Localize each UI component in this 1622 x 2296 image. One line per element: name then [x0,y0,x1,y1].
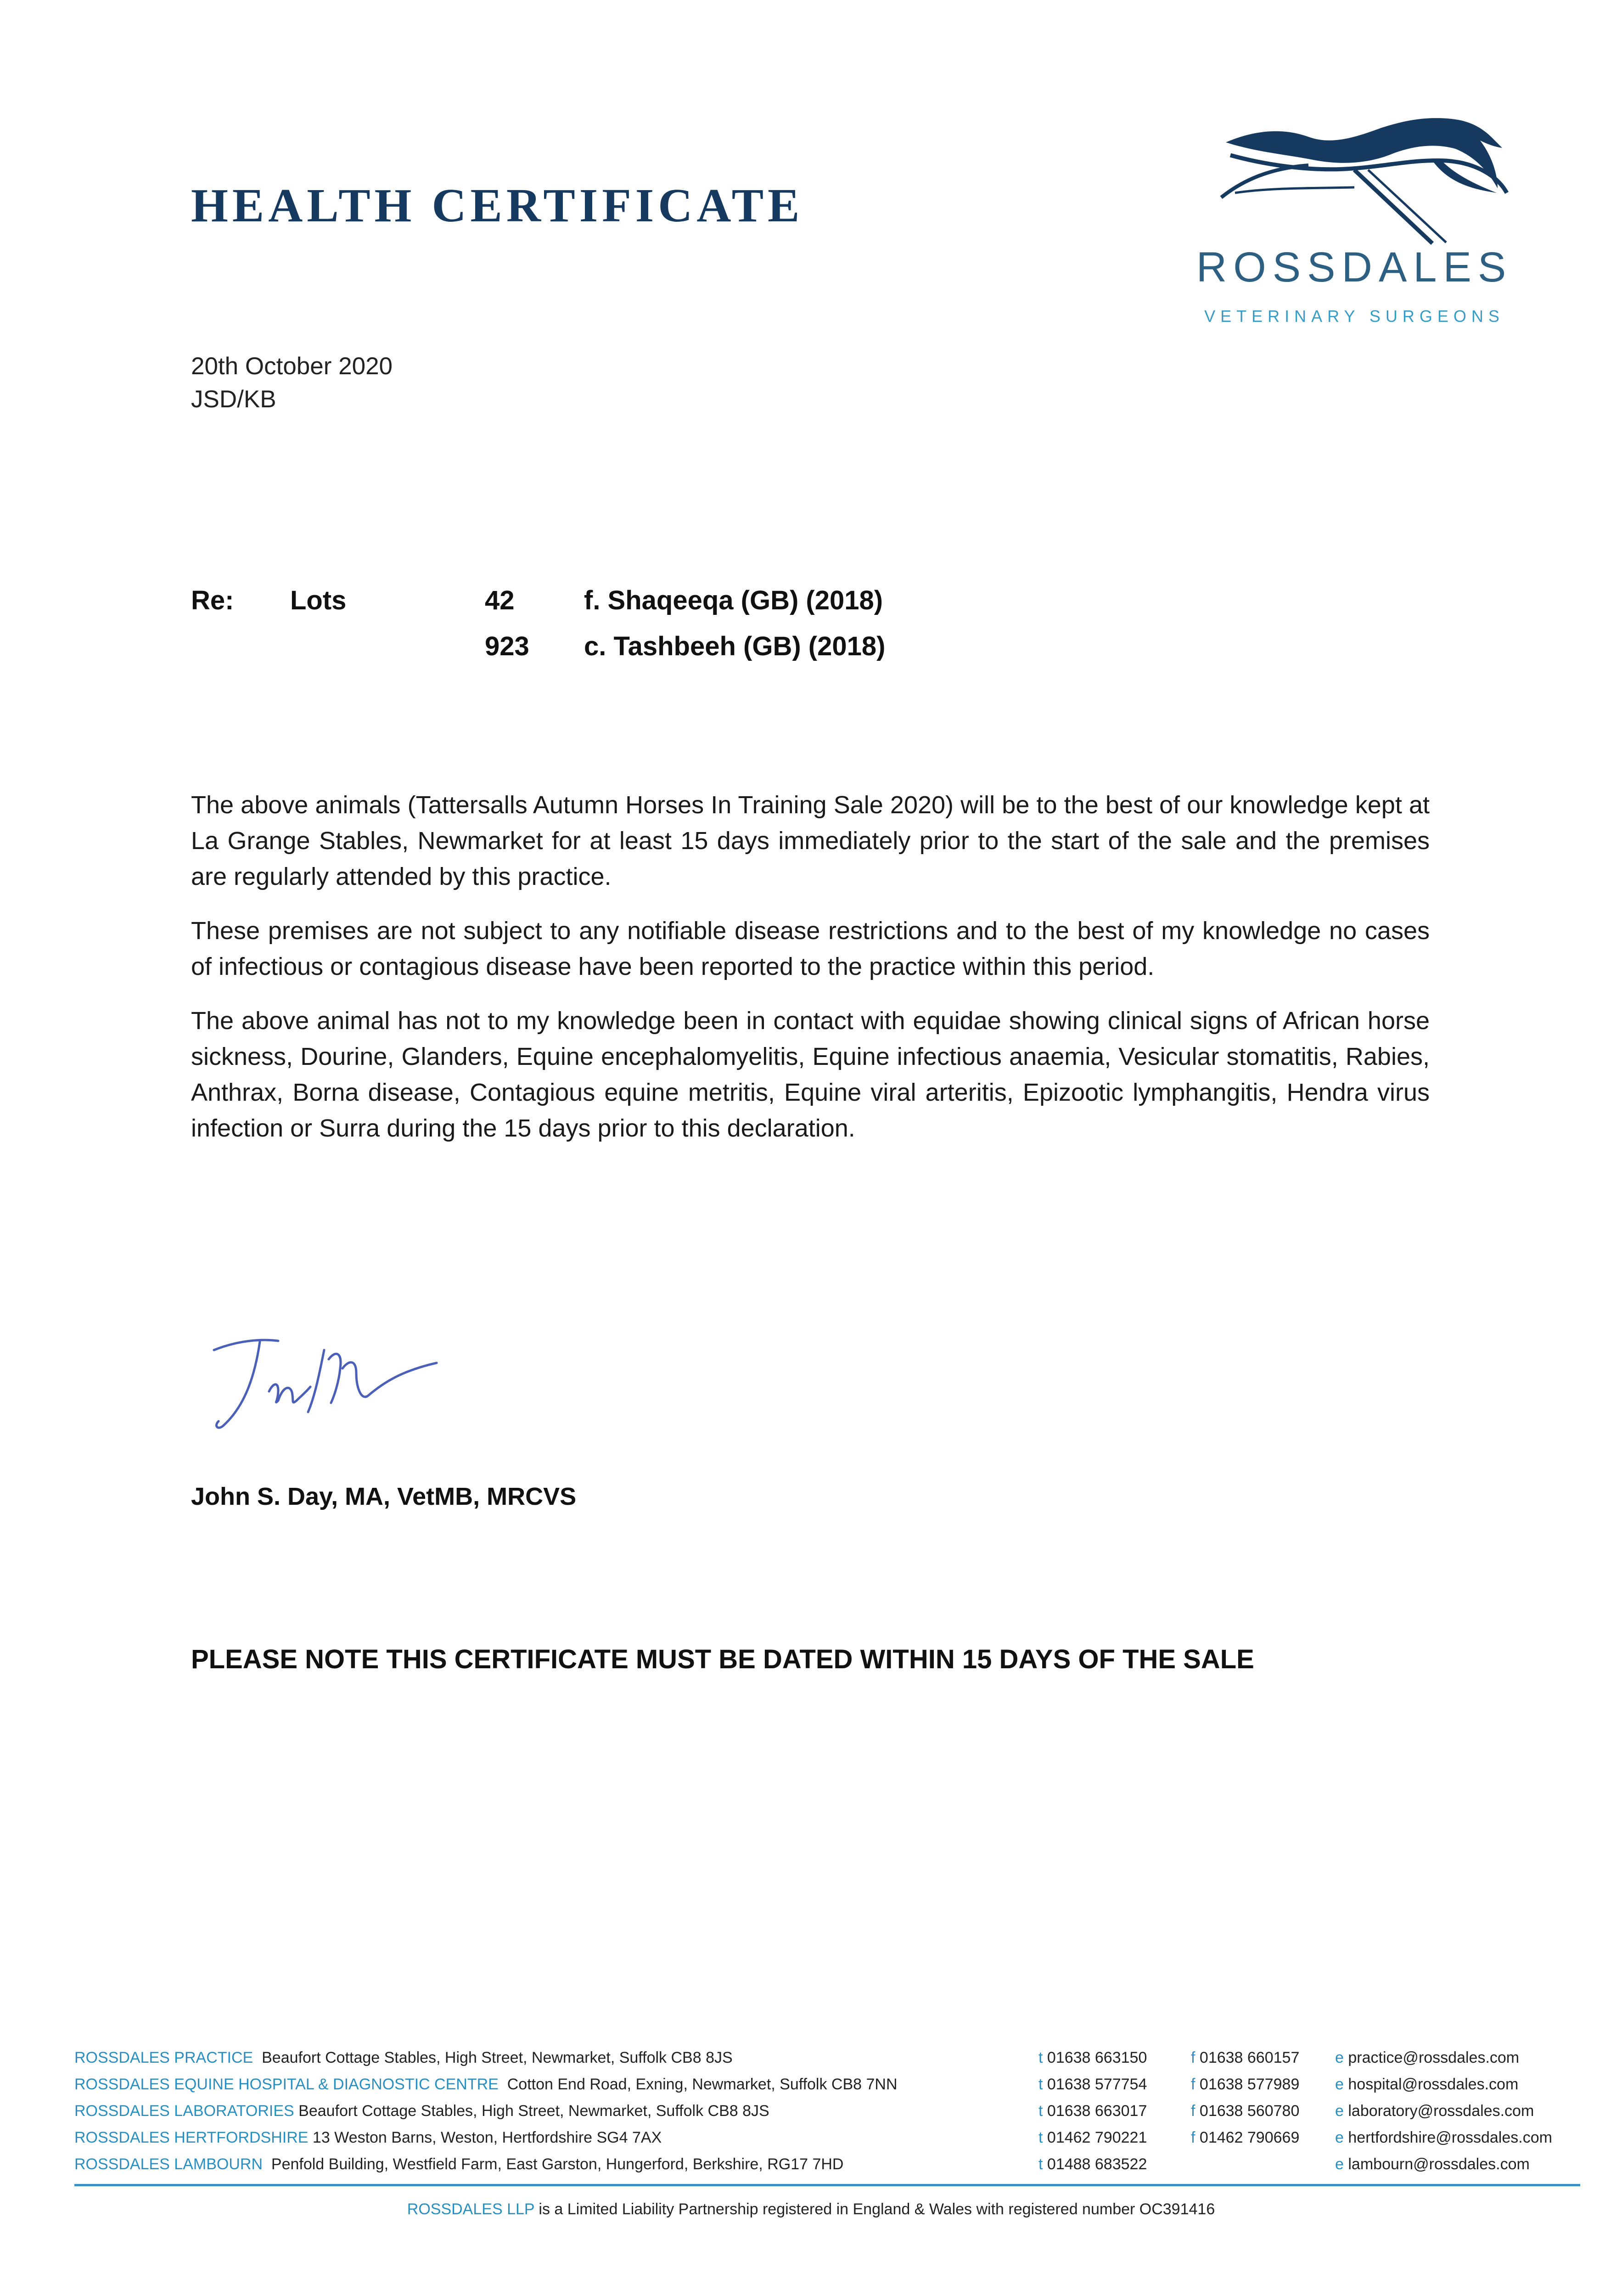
footer-site-name: ROSSDALES HERTFORDSHIRE [74,2129,309,2146]
fax-number: 01638 560780 [1199,2102,1300,2120]
handwritten-signature [209,1332,466,1469]
footer-email [1335,2044,1519,2071]
email-label: e [1335,2076,1344,2093]
re-label: Re: [191,585,234,615]
document-title: HEALTH CERTIFICATE [191,179,804,232]
lot-number: 42 [485,585,515,615]
footer-row [74,2044,1580,2071]
footer-tel [1038,2151,1147,2178]
email-label: e [1335,2102,1344,2120]
footer-divider [74,2184,1580,2186]
fax-label: f [1191,2102,1195,2120]
footer-site-line [74,2124,662,2151]
email-address: hertfordshire@rossdales.com [1348,2129,1552,2146]
body-paragraph: These premises are not subject to any notifiable disease restrictions and to the best of my knowledge no cases of infectious or contagious disease have been reported to the practice within this period. [191,917,1430,980]
re-lots-block [191,578,1017,670]
footer-site-address: Beaufort Cottage Stables, High Street, Newmarket, Suffolk CB8 8JS [298,2102,769,2120]
footer-tel [1038,2124,1147,2151]
tel-label: t [1038,2049,1043,2066]
footer-fax [1191,2124,1299,2151]
footer-site-name: ROSSDALES PRACTICE [74,2049,253,2066]
email-address: hospital@rossdales.com [1348,2076,1519,2093]
footer-row [74,2098,1580,2124]
horse-logo-icon [1217,110,1510,248]
tel-label: t [1038,2155,1043,2173]
email-label: e [1335,2155,1344,2173]
email-address: laboratory@rossdales.com [1348,2102,1534,2120]
legal-entity-text: is a Limited Liability Partnership registered in England & Wales with registered number OC391416 [539,2200,1215,2218]
lot-number: 923 [485,631,529,661]
footer-site-line [74,2044,733,2071]
fax-number: 01638 577989 [1199,2076,1300,2093]
tel-number: 01638 663150 [1047,2049,1147,2066]
tel-number: 01462 790221 [1047,2129,1147,2146]
footer-site-line [74,2098,769,2124]
legal-entity-name: ROSSDALES LLP [407,2200,534,2218]
tel-number: 01638 577754 [1047,2076,1147,2093]
footer-site-address: Penfold Building, Westfield Farm, East Garston, Hungerford, Berkshire, RG17 7HD [271,2155,844,2173]
footer-site-name: ROSSDALES LABORATORIES [74,2102,294,2120]
lot-row [191,578,1017,624]
footer-fax [1191,2071,1299,2098]
signer-name: John S. Day, MA, VetMB, MRCVS [191,1483,577,1510]
email-label: e [1335,2049,1344,2066]
tel-label: t [1038,2076,1043,2093]
footer-row [74,2151,1580,2178]
footer-site-line [74,2071,898,2098]
tel-number: 01638 663017 [1047,2102,1147,2120]
reference-block [191,350,393,416]
footer-fax [1191,2098,1299,2124]
lots-label: Lots [290,585,347,615]
rossdales-logo [1189,110,1520,340]
date-notice: PLEASE NOTE THIS CERTIFICATE MUST BE DATED WITHIN 15 DAYS OF THE SALE [191,1644,1254,1674]
footer-tel [1038,2098,1147,2124]
fax-label: f [1191,2076,1195,2093]
letter-date: 20th October 2020 [191,353,393,380]
fax-number: 01462 790669 [1199,2129,1300,2146]
fax-number: 01638 660157 [1199,2049,1300,2066]
tel-label: t [1038,2129,1043,2146]
footer-site-name: ROSSDALES LAMBOURN [74,2155,263,2173]
certificate-body [191,787,1430,1165]
footer-site-line [74,2151,843,2178]
lot-horse: f. Shaqeeqa (GB) (2018) [584,585,883,615]
tel-label: t [1038,2102,1043,2120]
footer-email [1335,2151,1530,2178]
footer-fax [1191,2044,1299,2071]
footer-site-name: ROSSDALES EQUINE HOSPITAL & DIAGNOSTIC CENTRE [74,2076,499,2093]
footer-site-address: Cotton End Road, Exning, Newmarket, Suffolk CB8 7NN [507,2076,898,2093]
email-address: practice@rossdales.com [1348,2049,1520,2066]
footer-row [74,2071,1580,2098]
letter-initials: JSD/KB [191,386,276,413]
lot-row [191,624,1017,670]
footer-email [1335,2124,1552,2151]
fax-label: f [1191,2129,1195,2146]
logo-subtitle: VETERINARY SURGEONS [1204,307,1504,326]
legal-line [0,2200,1622,2218]
fax-label: f [1191,2049,1195,2066]
footer-email [1335,2071,1518,2098]
email-address: lambourn@rossdales.com [1348,2155,1530,2173]
footer-email [1335,2098,1534,2124]
footer-row [74,2124,1580,2151]
lot-horse: c. Tashbeeh (GB) (2018) [584,631,886,661]
footer-contacts [74,2044,1580,2178]
logo-wordmark: ROSSDALES [1196,244,1513,291]
body-paragraph: The above animal has not to my knowledge been in contact with equidae showing clinical signs of African horse sickness, Dourine, Glanders, Equine encephalomyelitis, Equine infectious anaemia, Vesicular stomatitis, Rabies, Anthrax, Borna disease, Contagious equine metritis, Equine viral arteritis, Epizootic lymphangitis, Hendra virus infection or Surra during the 15 days prior to this declaration. [191,1007,1430,1142]
body-paragraph: The above animals (Tattersalls Autumn Horses In Training Sale 2020) will be to the best of our knowledge kept at La Grange Stables, Newmarket for at least 15 days immediately prior to the start of the sale and the premises are regularly attended by this practice. [191,791,1430,890]
footer-tel [1038,2071,1147,2098]
footer-site-address: 13 Weston Barns, Weston, Hertfordshire SG4 7AX [312,2129,662,2146]
email-label: e [1335,2129,1344,2146]
footer-tel [1038,2044,1147,2071]
tel-number: 01488 683522 [1047,2155,1147,2173]
footer-site-address: Beaufort Cottage Stables, High Street, Newmarket, Suffolk CB8 8JS [262,2049,733,2066]
